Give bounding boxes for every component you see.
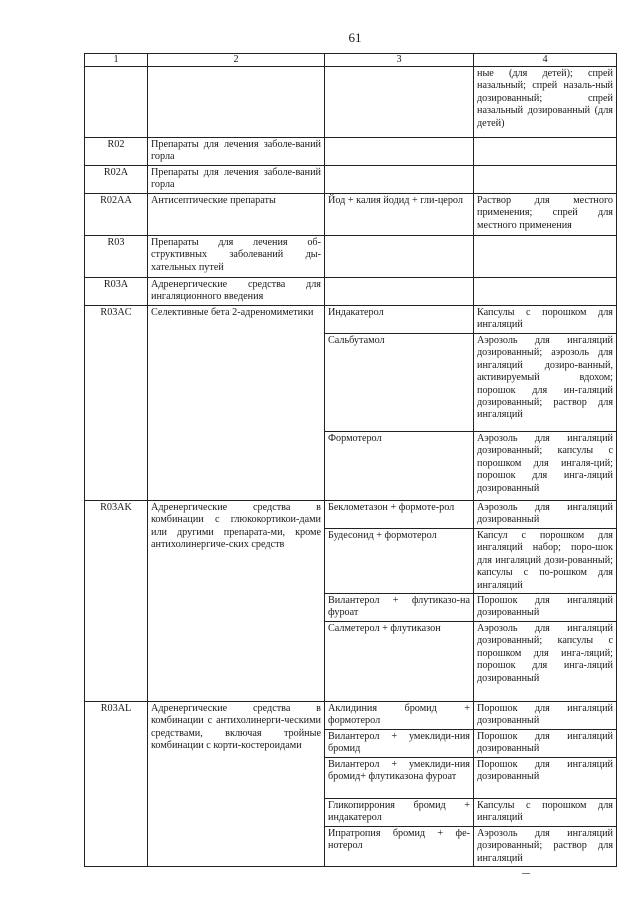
anatomical-therapeutic-group: Селективные бета 2-адреномиметики [148,306,325,501]
anatomical-therapeutic-group: Препараты для лечения заболе-ваний горла [148,138,325,166]
dosage-form: Аэрозоль для ингаляций дозированный [474,501,617,529]
dosage-form: Порошок для ингаляций дозированный [474,730,617,758]
dosage-form [474,236,617,278]
drug-name: Беклометазон + формоте-рол [325,501,474,529]
table-body [85,67,617,867]
atc-code: R03AL [85,702,148,867]
dosage-form: Порошок для ингаляций дозированный [474,702,617,730]
anatomical-therapeutic-group: Адренергические средства в комбинации с глюкокортикои-дами или другими препарата-ми, кроме антихолинергиче-ских средств [148,501,325,702]
atc-code: R02AA [85,194,148,236]
table-row [85,166,617,194]
drug-name: Салметерол + флутиказон [325,622,474,702]
table-row [85,501,617,529]
drug-classification-table [84,53,617,867]
dosage-form: ные (для детей); спрей назальный; спрей назаль-ный дозированный; спрей назальный дозированный (для детей) [474,67,617,138]
table-row [85,138,617,166]
atc-code: R02A [85,166,148,194]
anatomical-therapeutic-group: Адренергические средства в комбинации с антихолинерги-ческими средствами, включая тройные комбинации с корти-костероидами [148,702,325,867]
table-row [85,67,617,138]
dosage-form: Аэрозоль для ингаляций дозированный; раствор для ингаляций [474,827,617,867]
dosage-form: Капсул с порошком для ингаляций набор; поро-шок для ингаляций дози-рованный; капсулы с по-рошком для ингаляций [474,529,617,594]
dosage-form: Раствор для местного применения; спрей для местного применения [474,194,617,236]
drug-name [325,67,474,138]
dosage-form: Порошок для ингаляций дозированный [474,758,617,799]
atc-code: R03A [85,278,148,306]
dosage-form: Аэрозоль для ингаляций дозированный; капсулы с порошком для инга-ляций; порошок для инга-ляций дозированный [474,622,617,702]
drug-name: Будесонид + формотерол [325,529,474,594]
anatomical-therapeutic-group: Адренергические средства для ингаляционного введения [148,278,325,306]
drug-name: Вилантерол + умеклиди-ния бромид+ флутиказона фуроат [325,758,474,799]
drug-name: Йод + калия йодид + гли-церол [325,194,474,236]
anatomical-therapeutic-group: Препараты для лечения об-структивных заболеваний ды-хательных путей [148,236,325,278]
drug-name [325,138,474,166]
atc-code: R03 [85,236,148,278]
atc-code: R03AK [85,501,148,702]
atc-code: R02 [85,138,148,166]
dosage-form: Капсулы с порошком для ингаляций [474,799,617,827]
dosage-form: Капсулы с порошком для ингаляций [474,306,617,334]
table-row [85,702,617,730]
drug-name: Вилантерол + флутиказо-на фуроат [325,594,474,622]
drug-name: Формотерол [325,432,474,501]
dosage-form: Порошок для ингаляций дозированный [474,594,617,622]
dosage-form [474,166,617,194]
footer-mark [522,873,530,874]
dosage-form: Аэрозоль для ингаляций дозированный; капсулы с порошком для ингаля-ций; порошок для инга-ляций дозированный [474,432,617,501]
table-row [85,236,617,278]
drug-name: Аклидиния бромид + формотерол [325,702,474,730]
column-header-4: 4 [474,54,617,67]
dosage-form [474,138,617,166]
drug-name: Сальбутамол [325,334,474,432]
column-header-2: 2 [148,54,325,67]
header-row [85,54,617,67]
dosage-form [474,278,617,306]
anatomical-therapeutic-group [148,67,325,138]
table-row [85,306,617,334]
drug-name: Гликопиррония бромид + индакатерол [325,799,474,827]
dosage-form: Аэрозоль для ингаляций дозированный; аэрозоль для ингаляций дозиро-ванный, активируемый вдохом; порошок для ин-галяций дозированный; раствор для ингаляций [474,334,617,432]
drug-name [325,278,474,306]
drug-name: Вилантерол + умеклиди-ния бромид [325,730,474,758]
atc-code [85,67,148,138]
table-row [85,194,617,236]
anatomical-therapeutic-group: Препараты для лечения заболе-ваний горла [148,166,325,194]
column-header-1: 1 [85,54,148,67]
drug-name [325,236,474,278]
drug-name: Индакатерол [325,306,474,334]
drug-name: Ипратропия бромид + фе-нотерол [325,827,474,867]
column-header-3: 3 [325,54,474,67]
drug-name [325,166,474,194]
atc-code: R03AC [85,306,148,501]
anatomical-therapeutic-group: Антисептические препараты [148,194,325,236]
page-number: 61 [348,30,362,45]
table-row [85,278,617,306]
